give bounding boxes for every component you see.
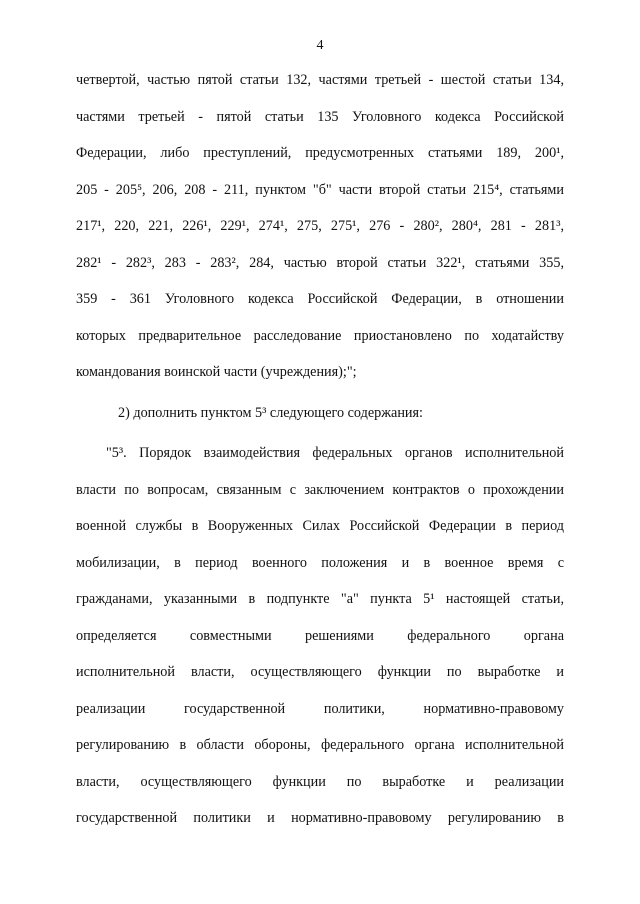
- text-line: 359 - 361 Уголовного кодекса Российской Федерации, в отношении: [76, 291, 564, 307]
- text-line: гражданами, указанными в подпункте "а" пункта 5¹ настоящей статьи,: [76, 591, 564, 607]
- text-line: мобилизации, в период военного положения и в военное время с: [76, 554, 564, 571]
- text-line: определяется совместными решениями федерального органа: [76, 627, 564, 644]
- page-number: 4: [316, 38, 324, 53]
- text-line: 205 - 205⁵, 206, 208 - 211, пунктом "б" части второй статьи 215⁴, статьями: [76, 181, 564, 198]
- document-body: [76, 62, 564, 837]
- text-line: командования воинской части (учреждения);";: [76, 364, 357, 380]
- text-line: власти по вопросам, связанным с заключением контрактов о прохождении: [76, 481, 564, 498]
- text-line: исполнительной власти, осуществляющего функции по выработке и: [76, 664, 564, 680]
- text-line: реализации государственной политики, нормативно-правовому: [76, 700, 564, 717]
- paragraph-item-2: 2) дополнить пунктом 5³ следующего содержания:: [118, 404, 423, 421]
- paragraph-5-3-start: "5³. Порядок взаимодействия федеральных органов исполнительной: [106, 445, 564, 461]
- text-line: 217¹, 220, 221, 226¹, 229¹, 274¹, 275, 275¹, 276 - 280², 280⁴, 281 - 281³,: [76, 218, 564, 234]
- text-line: частями третьей - пятой статьи 135 Уголовного кодекса Российской: [76, 108, 564, 125]
- text-line: власти, осуществляющего функции по выработке и реализации: [76, 773, 564, 790]
- text-line: регулированию в области обороны, федерального органа исполнительной: [76, 737, 564, 753]
- text-line: военной службы в Вооруженных Силах Российской Федерации в период: [76, 518, 564, 534]
- text-line: государственной политики и нормативно-правовому регулированию в: [76, 810, 564, 826]
- text-line: 282¹ - 282³, 283 - 283², 284, частью второй статьи 322¹, статьями 355,: [76, 254, 564, 271]
- text-line: которых предварительное расследование приостановлено по ходатайству: [76, 327, 564, 344]
- text-line: четвертой, частью пятой статьи 132, частями третьей - шестой статьи 134,: [76, 72, 564, 88]
- text-line: Федерации, либо преступлений, предусмотренных статьями 189, 200¹,: [76, 145, 564, 161]
